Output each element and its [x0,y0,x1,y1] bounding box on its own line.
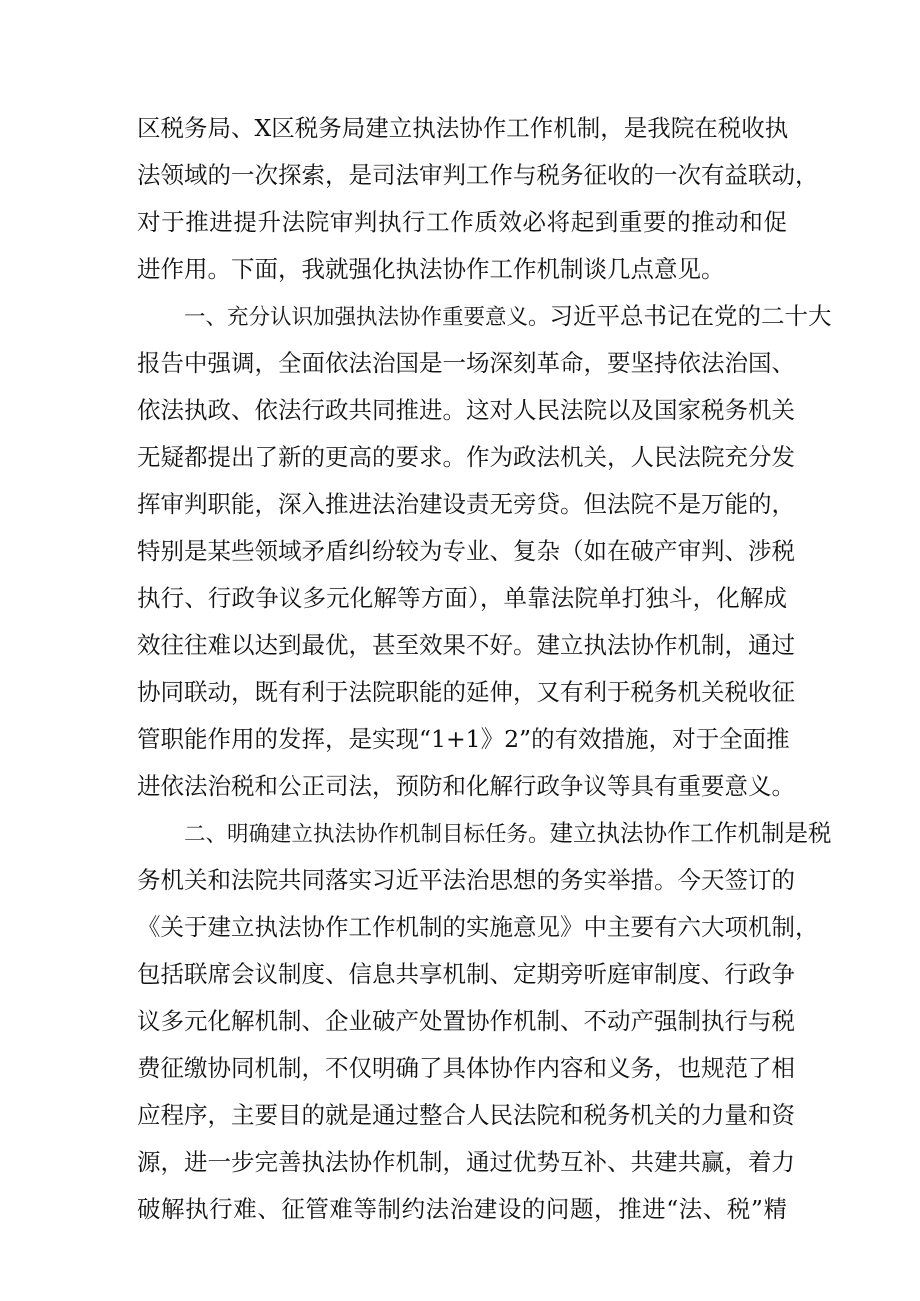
text-line: 挥审判职能，深入推进法治建设责无旁贷。但法院不是万能的， [137,490,795,518]
text-line: 管职能作用的发挥，是实现“1+1》2”的有效措施，对于全面推 [137,725,790,753]
text-line: 特别是某些领域矛盾纠纷较为专业、复杂（如在破产审判、涉税 [137,537,795,565]
text-line: 执行、行政争议多元化解等方面），单靠法院单打独斗，化解成 [137,584,787,612]
text-line: 报告中强调，全面依法治国是一场深刻革命，要坚持依法治国、 [137,349,795,377]
text-line: 应程序，主要目的就是通过整合人民法院和税务机关的力量和资 [137,1101,795,1129]
paragraph-section-one [137,293,832,810]
text-line: 破解执行难、征管难等制约法治建设的问题，推进“法、税”精 [137,1195,787,1223]
text-line: 务机关和法院共同落实习近平法治思想的务实举措。今天签订的 [137,866,795,894]
text-line [137,293,832,340]
text-run: 建立执法协作工作机制是税 [549,819,832,847]
text-line: 无疑都提出了新的更高的要求。作为政法机关，人民法院充分发 [137,443,795,471]
section-heading: 一、充分认识加强执法协作重要意义。 [184,305,550,330]
text-line: 法领域的一次探索，是司法审判工作与税务征收的一次有益联动， [137,161,819,189]
paragraph-section-two [137,810,832,1233]
text-run: 习近平总书记在党的二十大 [549,302,832,330]
section-heading: 二、明确建立执法协作机制目标任务。 [184,822,550,847]
text-line: 协同联动，既有利于法院职能的延伸，又有利于税务机关税收征 [137,678,795,706]
text-line: 包括联席会议制度、信息共享机制、定期旁听庭审制度、行政争 [137,960,795,988]
text-line: 费征缴协同机制，不仅明确了具体协作内容和义务，也规范了相 [137,1054,795,1082]
text-line: 议多元化解机制、企业破产处置协作机制、不动产强制执行与税 [137,1007,795,1035]
text-line: 效往往难以达到最优，甚至效果不好。建立执法协作机制，通过 [137,631,795,659]
text-line: 依法执政、依法行政共同推进。这对人民法院以及国家税务机关 [137,396,795,424]
text-line: 进作用。下面，我就强化执法协作工作机制谈几点意见。 [137,255,725,283]
text-line: 《关于建立执法协作工作机制的实施意见》中主要有六大项机制， [137,913,819,941]
text-line: 区税务局、X区税务局建立执法协作工作机制，是我院在税收执 [137,114,789,142]
text-line: 源，进一步完善执法协作机制，通过优势互补、共建共赢，着力 [137,1148,795,1176]
text-line: 进依法治税和公正司法，预防和化解行政争议等具有重要意义。 [137,772,795,800]
text-line: 对于推进提升法院审判执行工作质效必将起到重要的推动和促 [137,208,787,236]
paragraph-intro-continued [137,105,819,293]
text-line [137,810,832,857]
document-body [137,105,832,1233]
